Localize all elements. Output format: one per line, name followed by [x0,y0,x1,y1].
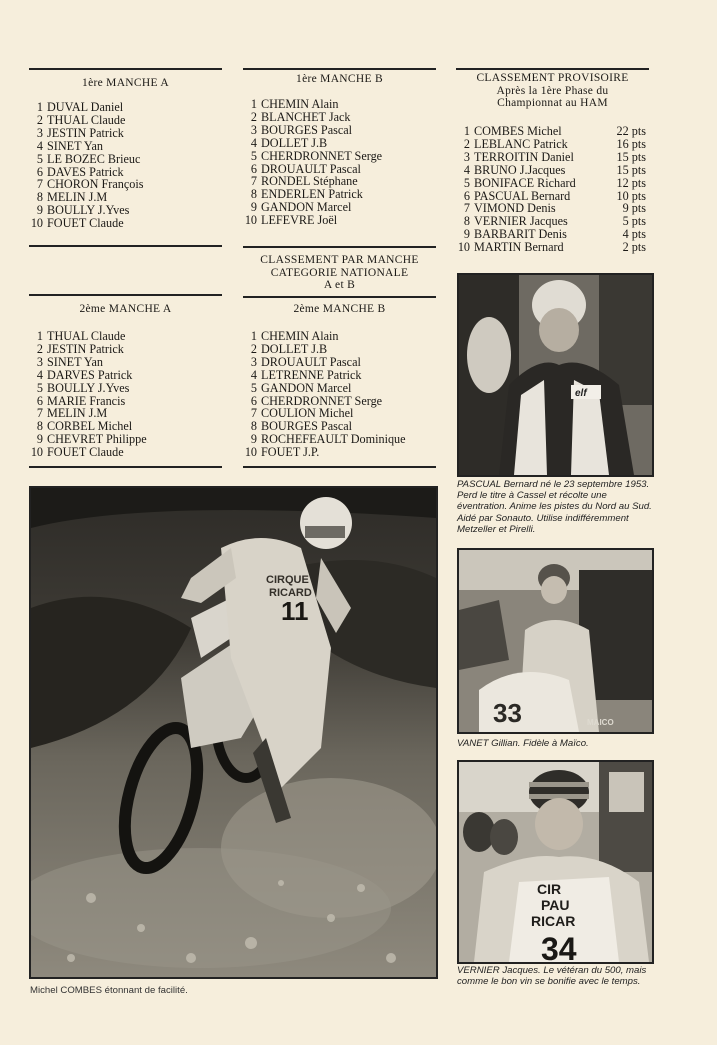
rider-name: BOULLY J.Yves [47,380,130,395]
rank-number: 2 [250,341,257,356]
rank-number: 7 [250,406,257,421]
rank-number: 3 [463,149,470,164]
rider-name: LETRENNE Patrick [261,367,362,382]
manche-1a-list [29,101,222,230]
rank-number: 7 [36,406,43,421]
caption-vernier: VERNIER Jacques. Le vétéran du 500, mais comme le bon vin se bonifie avec le temps. [457,965,647,988]
rider-name: PASCUAL Bernard [474,188,571,203]
rank-number: 9 [36,432,43,447]
rider-name: TERROITIN Daniel [474,149,574,164]
classement-provisoire-title [456,72,649,110]
rank-number: 2 [463,136,470,151]
classement-provisoire-list [456,125,646,254]
rider-name: BLANCHET Jack [261,109,351,124]
rank-number: 5 [250,148,257,163]
rider-name: BOULLY J.Yves [47,203,130,218]
rider-name: LEFEVRE Joël [261,213,338,228]
rank-number: 9 [36,203,43,218]
rank-number: 1 [250,329,257,343]
rider-name: RONDEL Stéphane [261,174,358,189]
rider-name: DROUAULT Pascal [261,161,361,176]
rider-name: FOUET J.P. [261,445,320,460]
rider-name: BONIFACE Richard [474,175,576,190]
rank-number: 8 [250,187,257,202]
manche-2b-list [243,330,436,459]
classement-manche-line2: CATEGORIE NATIONALE [270,266,409,279]
rider-name: BARBARIT Denis [474,227,567,242]
rider-name: CHERDRONNET Serge [261,148,383,163]
photo-vanet [457,548,654,734]
rank-number: 6 [36,393,43,408]
caption-pascual: PASCUAL Bernard né le 23 septembre 1953. Perd le titre à Cassel et récolte une éventration. Anime les pistes du Nord au Sud. Aidé par Sonauto. Utilise indifféremment Metzeller et Pirelli. [457,479,652,535]
rank-number: 4 [36,367,43,382]
vanet-brand: MAICO [587,718,614,727]
rider-name: VIMOND Denis [474,201,556,216]
rank-number: 4 [463,162,470,177]
vernier-logo-line1: CIR [537,881,562,897]
rider-name: DUVAL Daniel [47,100,124,114]
rider-name: BOURGES Pascal [261,419,353,434]
rider-name: BOURGES Pascal [261,122,353,137]
rider-name: MARIE Francis [47,393,126,408]
points-value: 16 pts [616,136,646,151]
list-item [29,446,222,459]
rank-number: 5 [463,175,470,190]
rank-number: 10 [30,216,43,231]
rider-name: MARTIN Bernard [474,240,564,255]
rider-name: CORBEL Michel [47,419,133,434]
rank-number: 9 [463,227,470,242]
rider-name: THUAL Claude [47,112,126,127]
rider-name: LE BOZEC Brieuc [47,151,141,166]
rule-1b-bottom [243,246,436,248]
rider-name: THUAL Claude [47,329,126,343]
rank-number: 10 [457,240,470,255]
rank-number: 2 [36,341,43,356]
photo-pascual [457,273,654,477]
rank-number: 9 [250,200,257,215]
rank-number: 2 [36,112,43,127]
points-value: 12 pts [616,175,646,190]
rank-number: 7 [463,201,470,216]
rider-name: DAVES Patrick [47,164,124,179]
rule-1b-top [243,68,436,70]
rider-name: GANDON Marcel [261,200,352,215]
rank-number: 8 [463,214,470,229]
rule-prov-top [456,68,649,70]
manche-2a-list [29,330,222,459]
rank-number: 10 [244,445,257,460]
rider-name: DOLLET J.B [261,341,328,356]
rank-number: 6 [36,164,43,179]
manche-2a-title: 2ème MANCHE A [79,303,172,315]
rule-2a-top [29,294,222,296]
list-item [243,214,436,227]
rule-2b-top [243,296,436,298]
rank-number: 3 [36,125,43,140]
rider-name: ROCHEFEAULT Dominique [261,432,406,447]
rank-number: 10 [244,213,257,228]
points-value: 4 pts [622,227,646,242]
classement-manche-line3: A et B [323,279,356,292]
photo-combes [29,486,438,979]
rider-name: CHORON François [47,177,144,192]
manche-1b-title: 1ère MANCHE B [296,73,383,85]
rider-name: VERNIER Jacques [474,214,568,229]
classement-manche-title [243,254,436,292]
rule-1a-bottom [29,245,222,247]
rank-number: 8 [36,190,43,205]
rider-name: GANDON Marcel [261,380,352,395]
prov-title-line2: Après la 1ère Phase du [496,84,609,97]
vernier-logo-line2: PAU [541,897,570,913]
vernier-jersey-number: 34 [541,931,577,962]
rider-name: DOLLET J.B [261,135,328,150]
points-value: 15 pts [616,149,646,164]
rule-2a-bottom [29,466,222,468]
caption-vanet: VANET Gillian. Fidèle à Maïco. [457,738,589,749]
pascual-elf-badge: elf [575,388,587,399]
vanet-plate-number: 33 [493,698,522,728]
main-logo-line1: CIRQUE [266,574,309,586]
rider-name: JESTIN Patrick [47,341,124,356]
rider-name: CHERDRONNET Serge [261,393,383,408]
rank-number: 6 [463,188,470,203]
prov-title-line3: Championnat au HAM [497,97,608,110]
rider-name: SINET Yan [47,354,103,369]
rank-number: 8 [250,419,257,434]
vernier-logo-line3: RICAR [531,913,576,929]
rank-number: 7 [36,177,43,192]
photo-combes-drawing [31,488,436,977]
rider-name: CHEMIN Alain [261,97,339,111]
rank-number: 2 [250,109,257,124]
rank-number: 4 [250,135,257,150]
rank-number: 6 [250,393,257,408]
rank-number: 6 [250,161,257,176]
rank-number: 4 [250,367,257,382]
rider-name: MELIN J.M [47,406,108,421]
rank-number: 8 [36,419,43,434]
rider-name: CHEVRET Philippe [47,432,147,447]
manche-1a-title: 1ère MANCHE A [82,77,169,89]
rider-name: SINET Yan [47,138,103,153]
caption-combes: Michel COMBES étonnant de facilité. [30,985,188,996]
rider-name: JESTIN Patrick [47,125,124,140]
photo-vernier-drawing [459,762,652,962]
rank-number: 4 [36,138,43,153]
rule-1a-top [29,68,222,70]
photo-pascual-drawing [459,275,652,475]
rider-name: FOUET Claude [47,216,124,231]
rank-number: 10 [30,445,43,460]
classement-manche-line1: CLASSEMENT PAR MANCHE [260,254,419,266]
photo-vanet-drawing [459,550,652,732]
rider-name: COULION Michel [261,406,354,421]
list-item [243,446,436,459]
main-bib-number: 11 [281,596,309,626]
main-logo-line2: RICARD [269,587,312,599]
rank-number: 3 [250,122,257,137]
rank-number: 1 [463,124,470,138]
points-value: 22 pts [616,124,646,138]
rider-name: LEBLANC Patrick [474,136,568,151]
rank-number: 7 [250,174,257,189]
rank-number: 1 [250,97,257,111]
list-item [29,217,222,230]
rider-name: BRUNO J.Jacques [474,162,566,177]
prov-title-line1: CLASSEMENT PROVISOIRE [476,72,629,84]
rank-number: 3 [36,354,43,369]
photo-vernier [457,760,654,964]
rank-number: 5 [250,380,257,395]
manche-2b-title: 2ème MANCHE B [293,303,386,315]
rider-name: CHEMIN Alain [261,329,339,343]
list-item [456,241,646,254]
rider-name: DROUAULT Pascal [261,354,361,369]
rider-name: ENDERLEN Patrick [261,187,363,202]
rank-number: 1 [36,100,43,114]
rank-number: 5 [36,151,43,166]
points-value: 2 pts [622,240,646,255]
points-value: 15 pts [616,162,646,177]
rank-number: 9 [250,432,257,447]
rule-2b-bottom [243,466,436,468]
rank-number: 5 [36,380,43,395]
points-value: 5 pts [622,214,646,229]
points-value: 9 pts [622,201,646,216]
rank-number: 3 [250,354,257,369]
rider-name: MELIN J.M [47,190,108,205]
rider-name: COMBES Michel [474,124,562,138]
rider-name: FOUET Claude [47,445,124,460]
points-value: 10 pts [616,188,646,203]
manche-1b-list [243,98,436,227]
rider-name: DARVES Patrick [47,367,133,382]
rank-number: 1 [36,329,43,343]
